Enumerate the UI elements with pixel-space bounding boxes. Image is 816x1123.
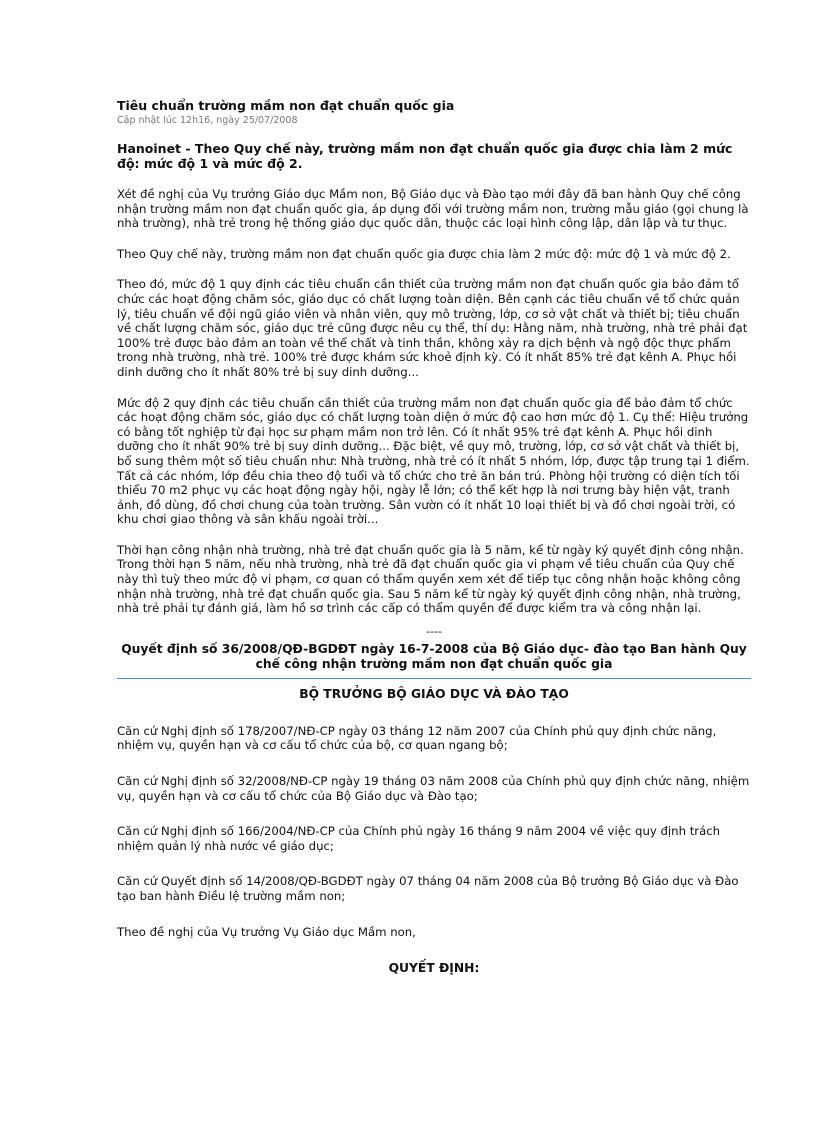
update-timestamp: Cập nhật lúc 12h16, ngày 25/07/2008 xyxy=(117,115,298,126)
decision-heading: QUYẾT ĐỊNH: xyxy=(388,961,480,976)
consideration-paragraph: Căn cứ Nghị định số 178/2007/NĐ-CP ngày 03 tháng 12 năm 2007 của Chính phủ quy định chức năng, nhiệm vụ, quyền hạn và cơ cấu tổ chức của bộ, cơ quan ngang bộ; xyxy=(117,723,717,753)
consideration-paragraph: Căn cứ Quyết định số 14/2008/QĐ-BGDĐT ngày 07 tháng 04 năm 2008 của Bộ trưởng Bộ Giáo dục và Đào tạo ban hành Điều lệ trường mầm non; xyxy=(117,874,739,903)
article-lead: Hanoinet - Theo Quy chế này, trường mầm non đạt chuẩn quốc gia được chia làm 2 mức độ: mức độ 1 và mức độ 2. xyxy=(117,141,733,171)
decision-title: Quyết định số 36/2008/QĐ-BGDĐT ngày 16-7-2008 của Bộ Giáo dục- đào tạo Ban hành Quy chế công nhận trường mầm non đạt chuẩn quốc gia xyxy=(121,641,747,671)
divider-line xyxy=(117,678,751,679)
article-paragraph: Theo Quy chế này, trường mầm non đạt chuẩn quốc gia được chia làm 2 mức độ: mức độ 1 và mức độ 2. xyxy=(117,246,731,261)
article-title: Tiêu chuẩn trường mầm non đạt chuẩn quốc gia xyxy=(117,98,455,113)
consideration-paragraph: Căn cứ Nghị định số 166/2004/NĐ-CP của Chính phủ ngày 16 tháng 9 năm 2004 về việc quy định trách nhiệm quản lý nhà nước về giáo dục; xyxy=(117,824,721,853)
consideration-paragraph: Căn cứ Nghị định số 32/2008/NĐ-CP ngày 19 tháng 03 năm 2008 của Chính phủ quy định chức năng, nhiệm vụ, quyền hạn và cơ cấu tổ chức của Bộ Giáo dục và Đào tạo; xyxy=(117,774,750,803)
article-paragraph: Thời hạn công nhận nhà trường, nhà trẻ đạt chuẩn quốc gia là 5 năm, kể từ ngày ký quyết định công nhận. Trong thời hạn 5 năm, nếu nhà trường, nhà trẻ đã đạt chuẩn quốc gia vi phạm về tiêu chuẩn của Quy chế này thì tuỳ theo mức độ vi phạm, cơ quan có thẩm quyền xem xét để tiếp tục công nhận hoặc không công nhận nhà trường, nhà trẻ đạt chuẩn quốc gia. Sau 5 năm kể từ ngày ký quyết định công nhận, nhà trường, nhà trẻ phải tự đánh giá, làm hồ sơ trình các cấp có thẩm quyền để được kiểm tra và công nhận lại. xyxy=(117,542,744,616)
article-paragraph: Xét đề nghị của Vụ trưởng Giáo dục Mầm non, Bộ Giáo dục và Đào tạo mới đây đã ban hành Quy chế công nhận trường mầm non đạt chuẩn quốc gia, áp dụng đối với trường mầm non, trường mẫu giáo (gọi chung là nhà trường), nhà trẻ trong hệ thống giáo dục quốc dân, thuộc các loại hình công lập, dân lập và tư thục. xyxy=(117,187,749,231)
article-paragraph: Theo đó, mức độ 1 quy định các tiêu chuẩn cần thiết của trường mầm non đạt chuẩn quốc gia bảo đảm tổ chức các hoạt động chăm sóc, giáo dục có chất lượng toàn diện. Bên cạnh các tiêu chuẩn về tổ chức quản lý, tiêu chuẩn về đội ngũ giáo viên và nhân viên, quy mô trường, lớp, cơ sở vật chất và thiết bị; tiêu chuẩn về chất lượng chăm sóc, giáo dục trẻ cũng được nêu cụ thể, thí dụ: Hằng năm, nhà trường, nhà trẻ phải đạt 100% trẻ được bảo đảm an toàn về thể chất và tinh thần, không xảy ra dịch bệnh và ngộ độc thực phẩm trong nhà trường, nhà trẻ. 100% trẻ được khám sức khoẻ định kỳ. Có ít nhất 85% trẻ đạt kênh A. Phục hồi dinh dưỡng cho ít nhất 80% trẻ bị suy dinh dưỡng... xyxy=(117,277,748,379)
consideration-paragraph: Theo đề nghị của Vụ trưởng Vụ Giáo dục Mầm non, xyxy=(117,924,416,939)
section-separator: ---- xyxy=(426,624,442,638)
article-paragraph: Mức độ 2 quy định các tiêu chuẩn cần thiết của trường mầm non đạt chuẩn quốc gia để bảo đảm tổ chức các hoạt động chăm sóc, giáo dục có chất lượng toàn diện ở mức độ cao hơn mức độ 1. Cụ thể: Hiệu trưởng có bằng tốt nghiệp từ đại học sư phạm mầm non trở lên. Có ít nhất 95% trẻ đạt kênh A. Phục hồi dinh dưỡng cho ít nhất 90% trẻ bị suy dinh dưỡng... Đặc biệt, về quy mô, trường, lớp, cơ sở vật chất và thiết bị, bổ sung thêm một số tiêu chuẩn như: Nhà trường, nhà trẻ có ít nhất 5 nhóm, lớp, được tập trung tại 1 điểm. Tất cả các nhóm, lớp đều chia theo độ tuổi và tổ chức cho trẻ ăn bán trú. Phòng hội trường có diện tích tối thiểu 70 m2 phục vụ các hoạt động ngày hội, ngày lễ lớn; có thể kết hợp là nơi trưng bày hiện vật, tranh ảnh, đồ dùng, đồ chơi chung của toàn trường. Sân vườn có ít nhất 10 loại thiết bị và đồ chơi ngoài trời, có khu chơi giao thông và sân khấu ngoài trời... xyxy=(117,395,750,527)
document-page xyxy=(117,98,751,976)
decision-issuer: BỘ TRƯỞNG BỘ GIÁO DỤC VÀ ĐÀO TẠO xyxy=(299,686,569,701)
